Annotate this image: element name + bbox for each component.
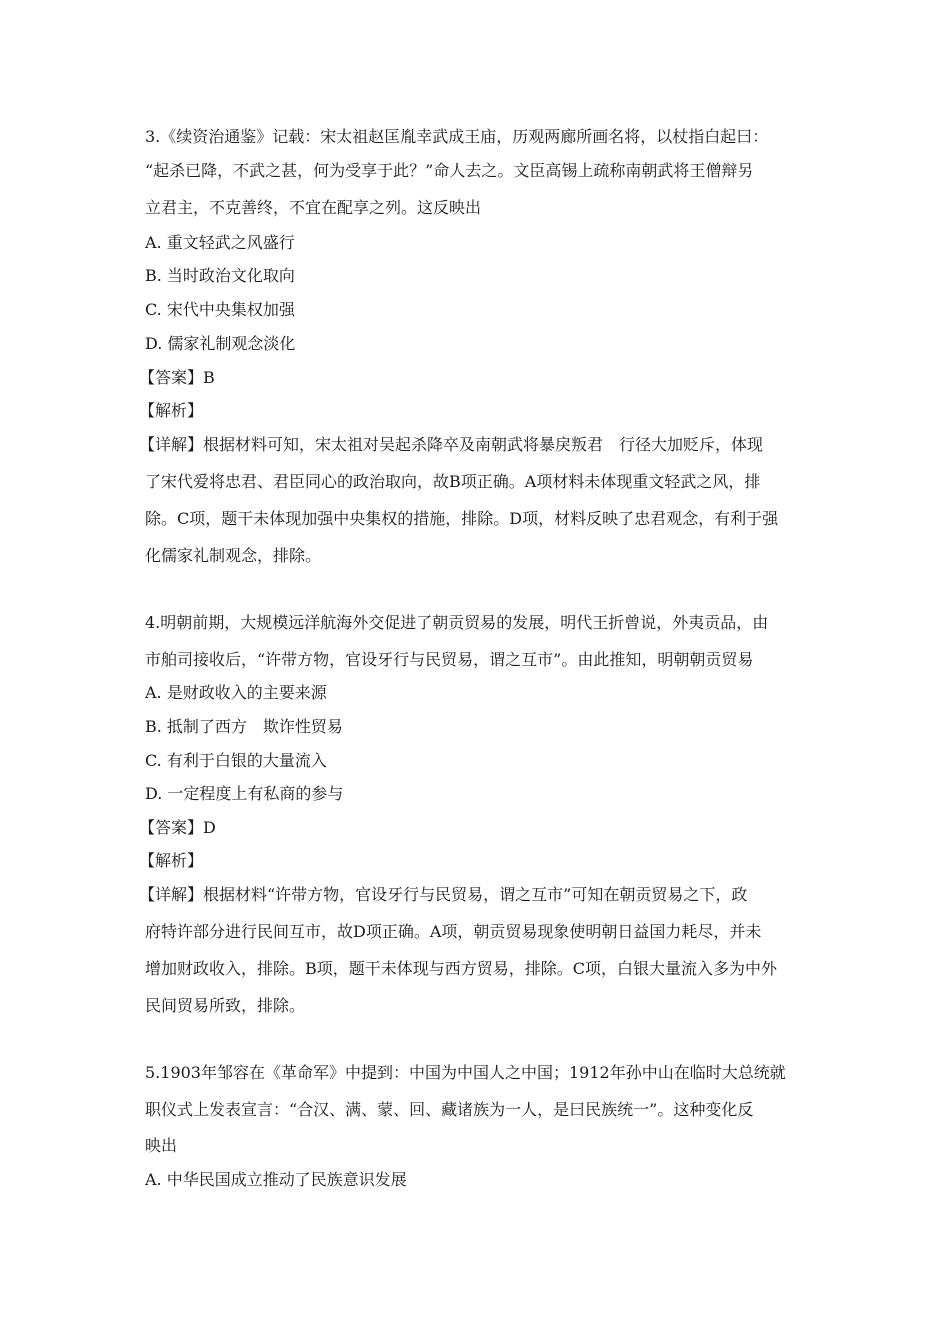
question-3-detail-line-3: 除。C项，题干未体现加强中央集权的措施，排除。D项，材料反映了忠君观念，有利于强 [145,509,779,528]
question-3-stem-line-2: “起杀已降，不武之甚，何为受享于此？”命人去之。文臣高锡上疏称南朝武将王僧辩另 [145,161,754,180]
question-5-stem-line-2: 职仪式上发表宣言：“合汉、满、蒙、回、藏诸族为一人，是曰民族统一”。这种变化反 [145,1100,754,1119]
question-4-stem-line-1: 4.明朝前期，大规模远洋航海外交促进了朝贡贸易的发展，明代王折曾说，外夷贡品，由 [145,613,769,632]
question-3-option-d: D. 儒家礼制观念淡化 [145,334,296,353]
question-3-stem-line-3: 立君主，不克善终，不宜在配享之列。这反映出 [145,198,482,217]
question-4-option-b: B. 抵制了西方 欺诈性贸易 [145,717,343,736]
question-3-detail-line-4: 化儒家礼制观念，排除。 [145,546,322,565]
question-5-stem-line-3: 映出 [145,1136,178,1155]
question-4-analysis-label: 【解析】 [139,851,204,870]
question-4-answer: 【答案】D [139,818,216,837]
question-4-option-c: C. 有利于白银的大量流入 [145,751,327,770]
question-5-option-a: A. 中华民国成立推动了民族意识发展 [145,1170,407,1189]
question-3-option-a: A. 重文轻武之风盛行 [145,233,295,252]
question-4-detail-line-1: 【详解】根据材料“许带方物，官设牙行与民贸易，谓之互市”可知在朝贡贸易之下，政 [139,885,748,904]
question-4-option-d: D. 一定程度上有私商的参与 [145,784,344,803]
question-3-stem-line-1: 3.《续资治通鉴》记载：宋太祖赵匡胤幸武成王庙，历观两廊所画名将，以杖指白起曰： [145,127,769,146]
question-3-option-c: C. 宋代中央集权加强 [145,300,295,319]
question-3-detail-line-1: 【详解】根据材料可知，宋太祖对吴起杀降卒及南朝武将暴戾叛君 行径大加贬斥，体现 [139,435,764,454]
question-4-option-a: A. 是财政收入的主要来源 [145,683,327,702]
question-4-stem-line-2: 市舶司接收后，“许带方物，官设牙行与民贸易，谓之互市”。由此推知，明朝朝贡贸易 [145,650,754,669]
question-5-stem-line-1: 5.1903年邹容在《革命军》中提到：中国为中国人之中国；1912年孙中山在临时大总统就 [145,1063,786,1082]
question-3-answer: 【答案】B [139,368,215,387]
question-4-detail-line-3: 增加财政收入，排除。B项，题干未体现与西方贸易，排除。C项，白银大量流入多为中外 [145,959,778,978]
question-3-detail-line-2: 了宋代爱将忠君、君臣同心的政治取向，故B项正确。A项材料未体现重文轻武之风，排 [145,472,761,491]
question-3-option-b: B. 当时政治文化取向 [145,266,295,285]
question-4-detail-line-4: 民间贸易所致，排除。 [145,996,306,1015]
question-4-detail-line-2: 府特许部分进行民间互市，故D项正确。A项，朝贡贸易现象使明朝日益国力耗尽，并未 [145,922,762,941]
question-3-analysis-label: 【解析】 [139,401,204,420]
